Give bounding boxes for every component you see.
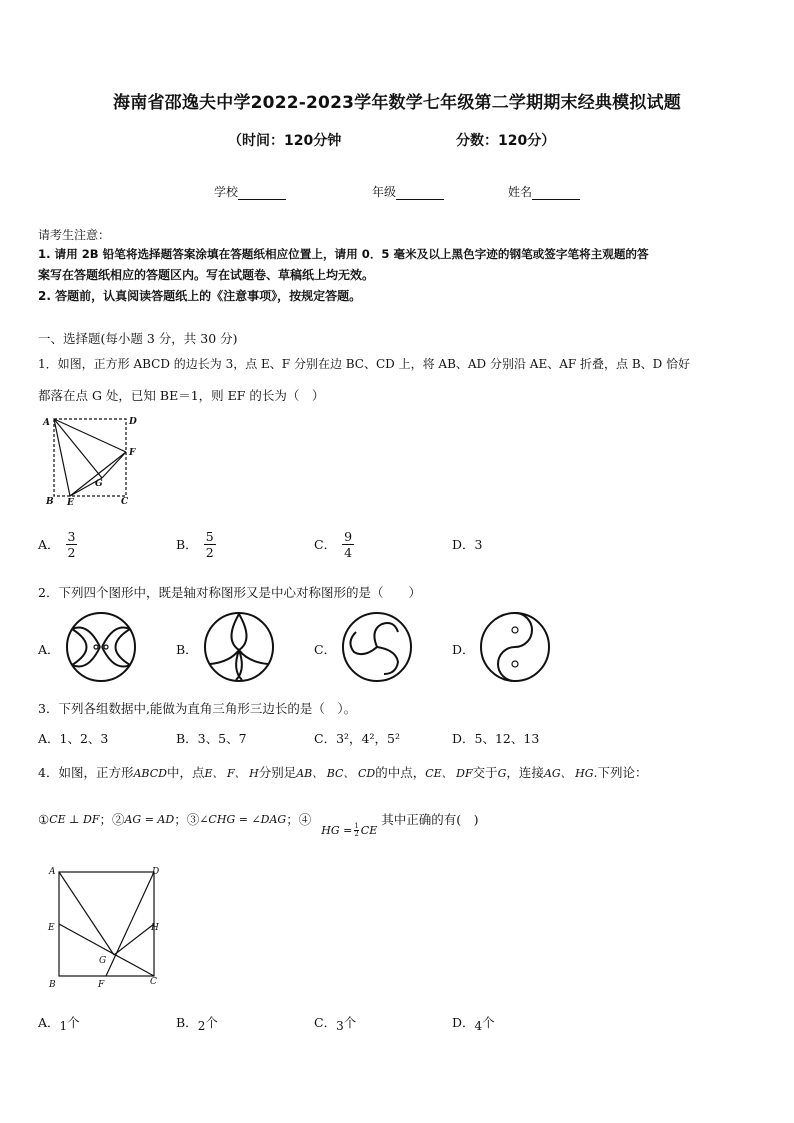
q4-line-df (106, 872, 154, 976)
q4-line-hg (114, 924, 154, 955)
q2-option-d-label[interactable]: D． (452, 642, 475, 657)
school-blank (238, 187, 286, 200)
school-label: 学校 (214, 185, 239, 199)
q4-label-e: E (48, 923, 55, 933)
q3-text: 3．下列各组数据中,能做为直角三角形三边长的是（ ）。 (38, 701, 357, 716)
q1-option-b[interactable]: B． $\frac{5}{2}$ (176, 528, 214, 560)
q1-option-b-fraction: $\frac{5}{2}$ (205, 528, 214, 560)
q4-option-a[interactable]: A．1个 (38, 1015, 80, 1033)
q4-square (59, 872, 154, 976)
q1-label-a: A (43, 418, 50, 428)
q2-text: 2．下列四个图形中，既是轴对称图形又是中心对称图形的是（ ） (38, 585, 421, 600)
q2-figure-b[interactable] (202, 610, 278, 684)
q4-option-c[interactable]: C．3个 (314, 1015, 357, 1033)
exam-time: （时间：120分钟 (228, 133, 342, 149)
notice-line1a: 1. 请用 2B 铅笔将选择题答案涂填在答题纸相应位置上，请用 0．5 毫米及以上黑色字迹的钢笔或签字笔将主观题的答 (38, 247, 649, 261)
q1-line1: 1．如图，正方形 ABCD 的边长为 3，点 E、F 分别在边 BC、CD 上，将 AB、AD 分别沿 AE、AF 折叠，点 B、D 恰好 (38, 357, 691, 371)
name-label: 姓名 (508, 185, 533, 199)
q4-label-b: B (49, 980, 56, 990)
q2-figure-d[interactable] (478, 610, 554, 684)
notice-line2: 2. 答题前，认真阅读答题纸上的《注意事项》，按规定答题。 (38, 289, 362, 303)
exam-score: 分数：120分） (456, 133, 556, 149)
q1-option-d[interactable]: D． 3 (452, 536, 483, 552)
q1-line-ag (54, 419, 102, 478)
q4-statements: ① CE ⊥ DF ；② AG = AD ；③ ∠CHG = ∠DAG ；④ HG = $\frac{1}{2}$ CE 其中正确的有( ) (38, 811, 479, 838)
q3-option-b[interactable]: B．3、5、7 (176, 731, 247, 746)
q4-option-b[interactable]: B．2个 (176, 1015, 218, 1033)
notice-line1b: 案写在答题纸相应的答题区内。写在试题卷、草稿纸上均无效。 (38, 268, 375, 282)
q1-option-c-fraction: $\frac{9}{4}$ (344, 528, 353, 560)
name-blank (532, 187, 580, 200)
q1-line2: 都落在点 G 处，已知 BE＝1，则 EF 的长为（ ） (38, 388, 325, 403)
q4-option-d[interactable]: D．4个 (452, 1015, 495, 1033)
q1-label-d: D (129, 417, 137, 427)
q1-line-af (54, 419, 126, 452)
q3-option-a[interactable]: A．1、2、3 (38, 731, 109, 746)
q2-option-c-label[interactable]: C． (314, 642, 337, 657)
grade-field (372, 183, 444, 200)
q3-option-c[interactable]: C．3²，4²，5² (314, 731, 400, 746)
q1-line-ef (70, 452, 126, 496)
q3-option-d[interactable]: D．5、12、13 (452, 731, 540, 746)
grade-blank (396, 187, 444, 200)
school-field (214, 183, 286, 200)
q4-label-h: H (151, 923, 159, 933)
grade-label: 年级 (372, 185, 397, 199)
q4-label-a: A (49, 867, 56, 877)
q2-figure-a[interactable] (64, 610, 140, 684)
q1-option-c[interactable]: C． $\frac{9}{4}$ (314, 528, 353, 560)
q4-label-d: D (152, 867, 160, 877)
q2-option-a-label[interactable]: A． (38, 642, 60, 657)
section-heading: 一、选择题(每小题 3 分，共 30 分) (38, 331, 238, 346)
q4-line-ec (59, 924, 154, 976)
q4-stem: 4．如图，正方形ABCD中，点E、 F、 H分别足AB、 BC、 CD的中点，CE、 DF交于G，连接AG、 HG.下列论： (38, 765, 648, 780)
q1-label-e: E (67, 498, 74, 508)
q4-statement-4-formula: HG = $\frac{1}{2}$ CE (321, 821, 378, 838)
q1-label-g: G (95, 479, 103, 489)
page-title: 海南省邵逸夫中学2022-2023学年数学七年级第二学期期末经典模拟试题 (113, 93, 681, 113)
q1-label-b: B (46, 497, 54, 507)
q1-option-a-fraction: $\frac{3}{2}$ (67, 528, 76, 560)
q2-figure-c[interactable] (340, 610, 416, 684)
q1-label-f: F (129, 448, 136, 458)
q4-label-g: G (99, 956, 107, 966)
q2-option-b-label[interactable]: B． (176, 642, 198, 657)
name-field (508, 183, 580, 200)
q1-label-c: C (121, 497, 129, 507)
q1-line-ae (54, 419, 70, 496)
q4-line-ag (59, 872, 114, 955)
q4-label-c: C (150, 977, 157, 987)
q1-figure (40, 412, 144, 508)
notice-heading: 请考生注意： (38, 228, 111, 242)
q4-label-f: F (98, 980, 105, 990)
q1-line-gf (102, 452, 126, 478)
q1-option-a[interactable]: A． $\frac{3}{2}$ (38, 528, 76, 560)
q4-figure (42, 862, 168, 994)
